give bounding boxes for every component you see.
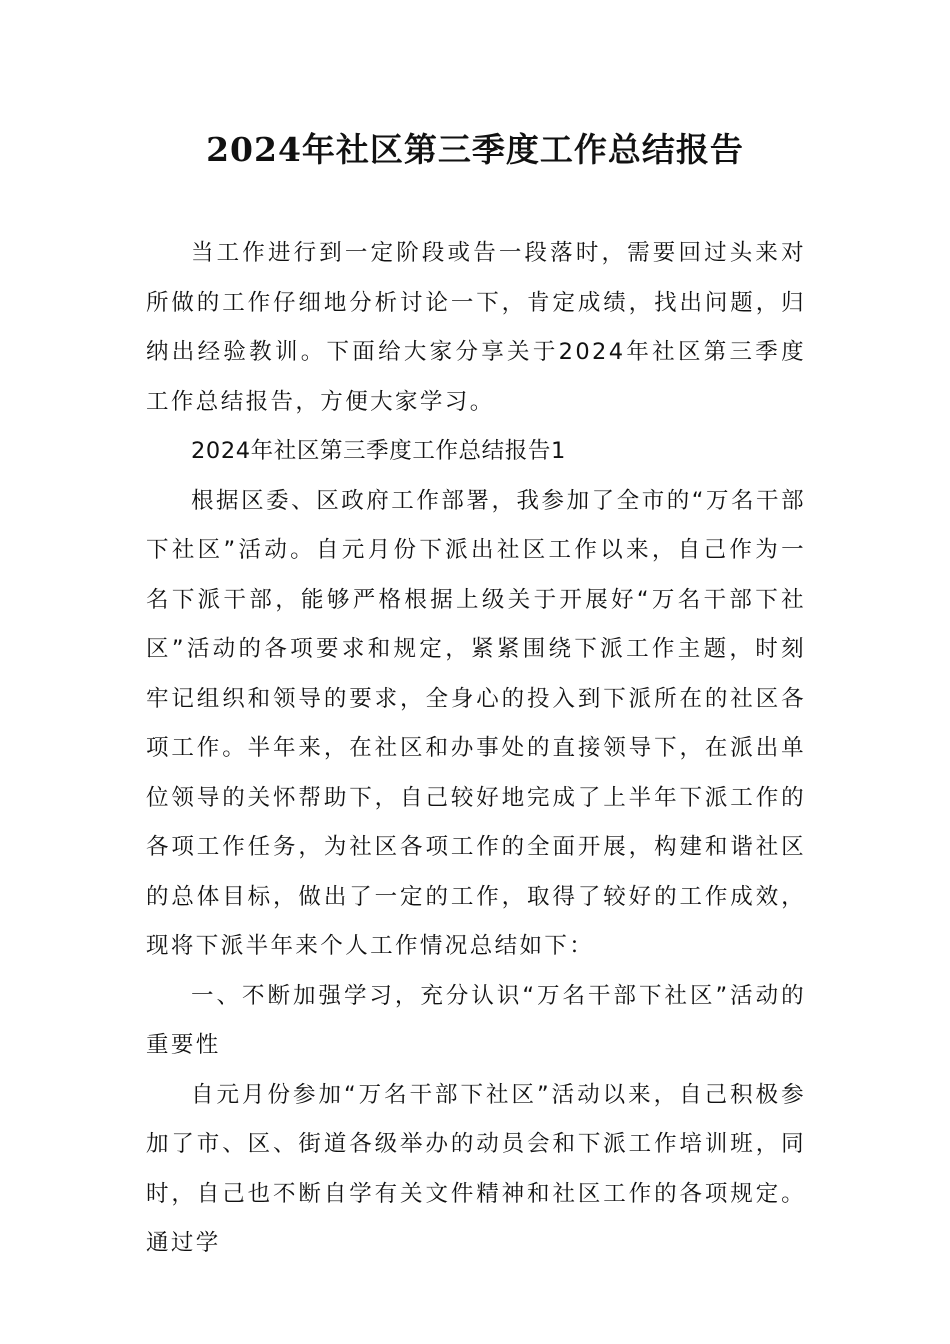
body-paragraph: 自元月份参加“万名干部下社区”活动以来，自己积极参加了市、区、街道各级举办的动员会和下派工作培训班，同时，自己也不断自学有关文件精神和社区工作的各项规定。通过学 <box>146 1081 806 1256</box>
document-title: 2024年社区第三季度工作总结报告 <box>206 130 744 169</box>
document-body <box>146 229 806 1269</box>
intro-paragraph: 当工作进行到一定阶段或告一段落时，需要回过头来对所做的工作仔细地分析讨论一下，肯定成绩，找出问题，归纳出经验教训。下面给大家分享关于2024年社区第三季度工作总结报告，方便大家学习。 <box>146 240 806 415</box>
section-heading: 2024年社区第三季度工作总结报告1 <box>191 438 566 464</box>
subsection-heading: 一、不断加强学习，充分认识“万名干部下社区”活动的重要性 <box>146 982 806 1058</box>
body-paragraph: 根据区委、区政府工作部署，我参加了全市的“万名干部下社区”活动。自元月份下派出社区工作以来，自己作为一名下派干部，能够严格根据上级关于开展好“万名干部下社区”活动的各项要求和规定，紧紧围绕下派工作主题，时刻牢记组织和领导的要求，全身心的投入到下派所在的社区各项工作。半年来，在社区和办事处的直接领导下，在派出单位领导的关怀帮助下，自己较好地完成了上半年下派工作的各项工作任务，为社区各项工作的全面开展，构建和谐社区的总体目标，做出了一定的工作，取得了较好的工作成效，现将下派半年来个人工作情况总结如下： <box>146 487 806 959</box>
